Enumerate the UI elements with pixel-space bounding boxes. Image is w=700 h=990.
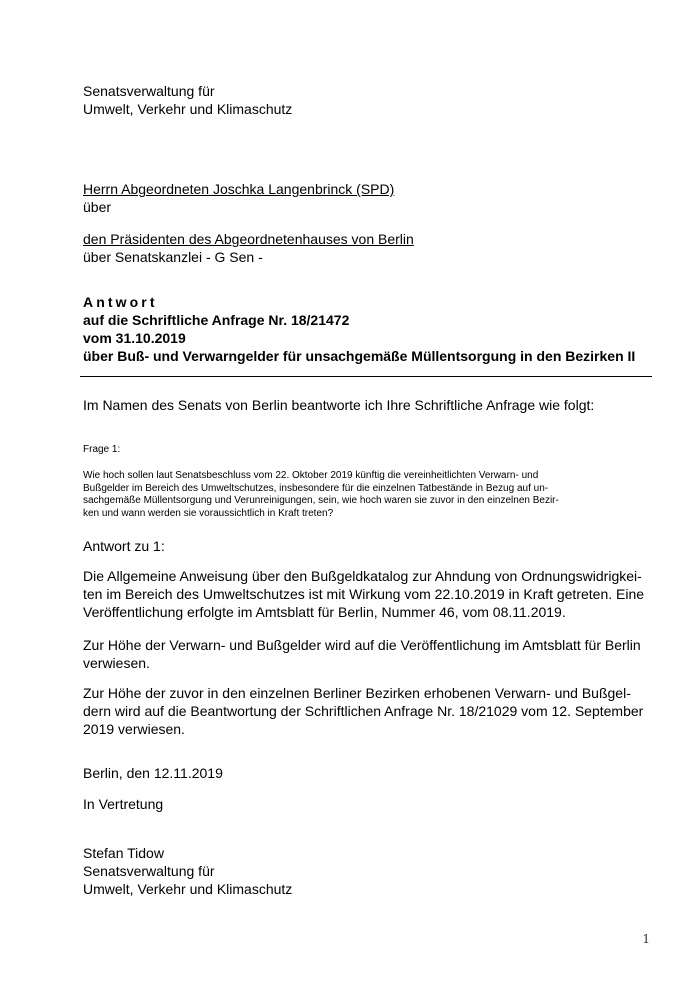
answer-paragraph-1 (83, 567, 644, 621)
question-line-1: Wie hoch sollen laut Senatsbeschluss vom 22. Oktober 2019 künftig die vereinheitlichten Verwarn- und (83, 470, 539, 481)
question-text (83, 470, 559, 520)
recipient-via: über (83, 199, 112, 215)
answer-heading (83, 293, 635, 365)
question-label: Frage 1: (83, 444, 121, 455)
intro-paragraph (83, 396, 594, 414)
answer-paragraph-3 (83, 684, 643, 738)
sender-block (83, 82, 292, 118)
question-label-block (83, 444, 120, 457)
signature-name: Stefan Tidow (83, 845, 164, 861)
intro-text: Im Namen des Senats von Berlin beantworte ich Ihre Schriftliche Anfrage wie folgt: (83, 397, 595, 413)
answer-p1-line-3: Veröffentlichung erfolgte im Amtsblatt für Berlin, Nummer 46, vom 08.11.2019. (83, 604, 566, 620)
answer-p2-line-2: verwiesen. (83, 655, 150, 671)
page-number: 1 (642, 932, 650, 946)
answer-p3-line-3: 2019 verwiesen. (83, 721, 185, 737)
question-line-2: Bußgelder im Bereich des Umweltschutzes, insbesondere für die einzelnen Tatbestände in Bezug auf un- (83, 482, 549, 494)
answer-label: Antwort zu 1: (83, 538, 165, 554)
answer-p1-line-1: Die Allgemeine Anweisung über den Bußgeldkatalog zur Ahndung von Ordnungswidrigkei- (83, 568, 642, 584)
heading-subject: über Buß- und Verwarngelder für unsachgemäße Müllentsorgung in den Bezirken II (83, 348, 636, 364)
answer-p2-line-1: Zur Höhe der Verwarn- und Bußgelder wird auf die Veröffentlichung im Amtsblatt für Berlin (83, 637, 641, 653)
recipient-president: den Präsidenten des Abgeordnetenhauses von Berlin (83, 231, 414, 247)
heading-title: Antwort (83, 294, 158, 310)
horizontal-divider (80, 376, 652, 377)
heading-date: vom 31.10.2019 (83, 330, 186, 346)
answer-p3-line-2: dern wird auf die Beantwortung der Schriftlichen Anfrage Nr. 18/21029 vom 12. September (83, 703, 644, 719)
signature-block (83, 844, 292, 898)
question-line-3: sachgemäße Müllentsorgung und Verunreinigungen, sein, wie hoch waren sie zuvor in den einzelnen Bezir- (83, 495, 559, 506)
question-line-4: ken und wann werden sie voraussichtlich in Kraft treten? (83, 507, 334, 519)
closing-representation: In Vertretung (83, 796, 164, 812)
closing-place-date: Berlin, den 12.11.2019 (83, 765, 223, 781)
closing-place-date-block (83, 764, 223, 782)
answer-label-block (83, 537, 165, 555)
recipient-name: Herrn Abgeordneten Joschka Langenbrinck (SPD) (83, 181, 395, 197)
answer-p3-line-1: Zur Höhe der zuvor in den einzelnen Berliner Bezirken erhobenen Verwarn- und Bußgel- (83, 685, 631, 701)
signature-line-2: Senatsverwaltung für (83, 863, 215, 879)
signature-line-3: Umwelt, Verkehr und Klimaschutz (83, 881, 293, 897)
recipient-chancellery: über Senatskanzlei - G Sen - (83, 249, 263, 265)
heading-inquiry-number: auf die Schriftliche Anfrage Nr. 18/21472 (83, 312, 350, 328)
recipient-block (83, 180, 394, 216)
closing-representation-block (83, 795, 163, 813)
sender-line-2: Umwelt, Verkehr und Klimaschutz (83, 101, 293, 117)
answer-p1-line-2: ten im Bereich des Umweltschutzes ist mit Wirkung vom 22.10.2019 in Kraft getreten. Eine (83, 586, 645, 602)
sender-line-1: Senatsverwaltung für (83, 83, 215, 99)
answer-paragraph-2 (83, 636, 641, 672)
recipient-president-block (83, 230, 414, 266)
